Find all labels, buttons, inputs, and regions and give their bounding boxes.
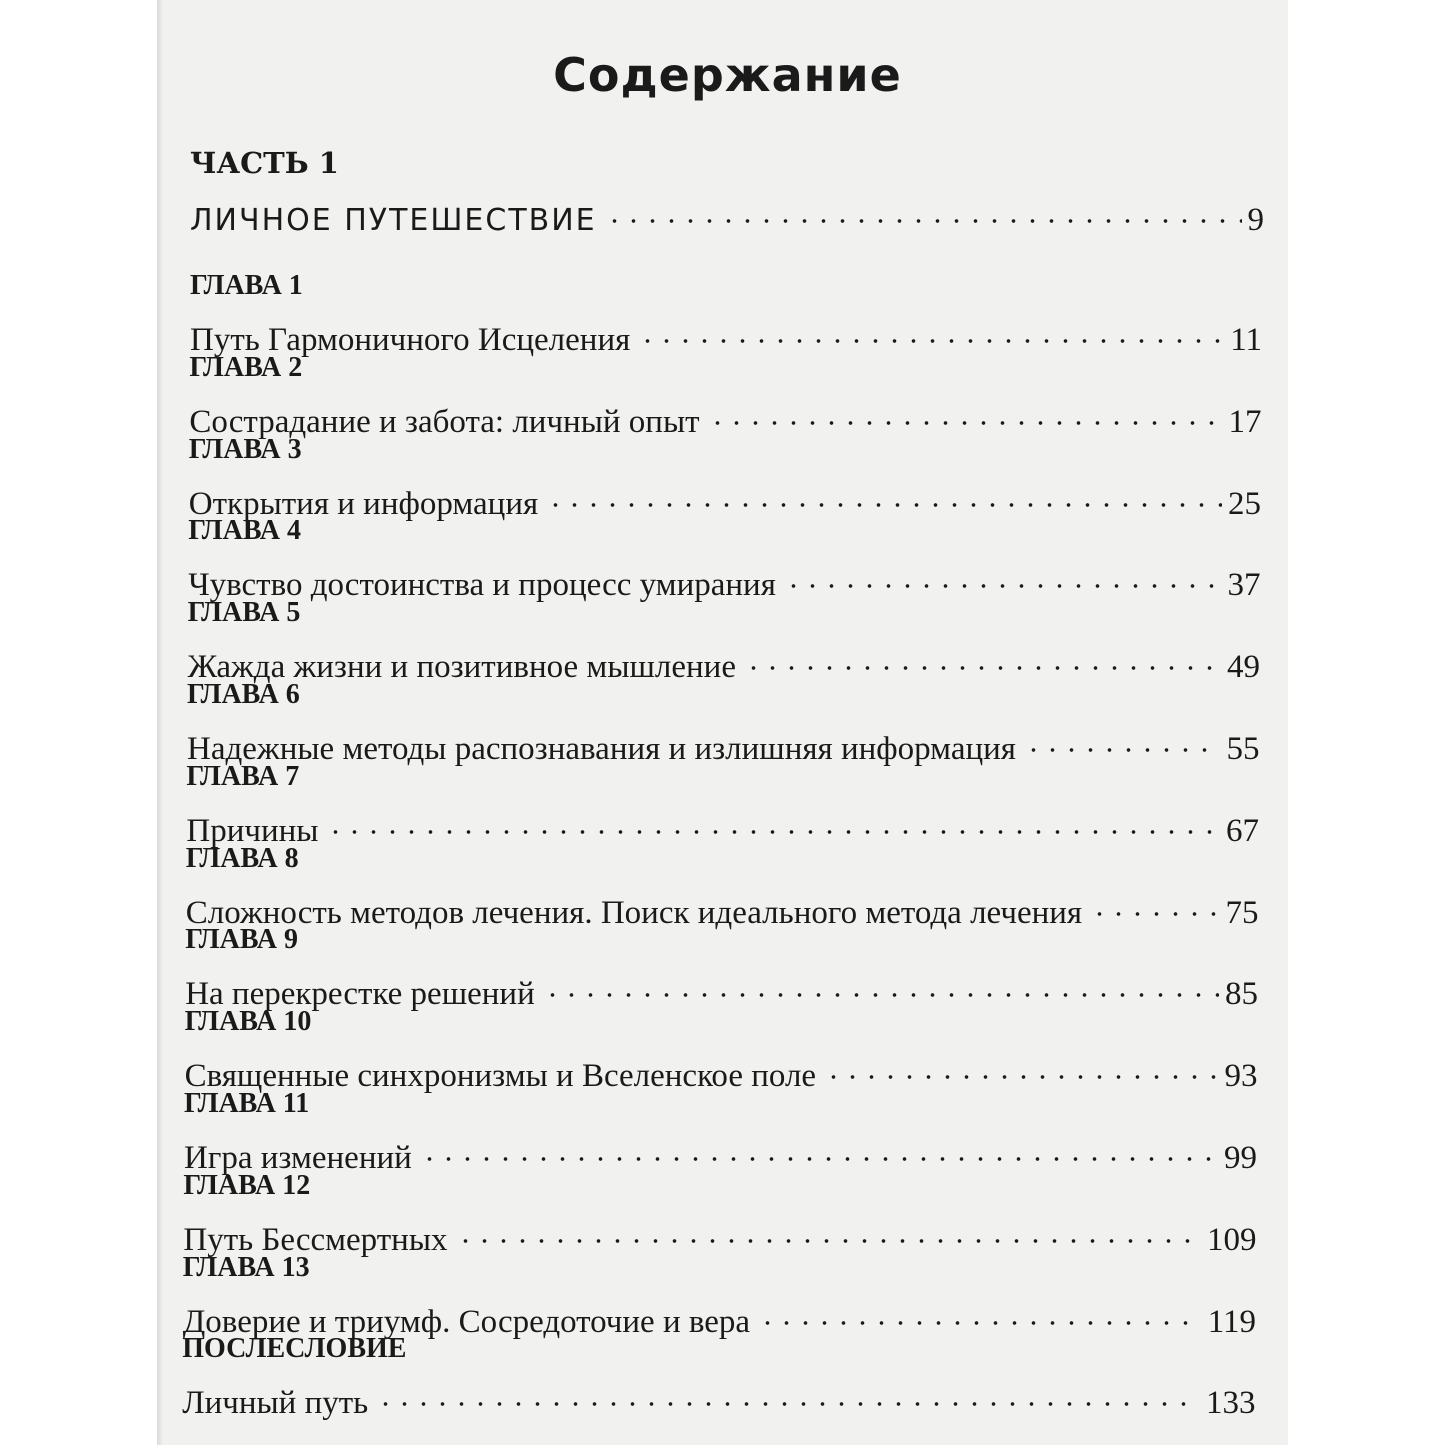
part-label: ЧАСТЬ 1 xyxy=(190,146,339,180)
chapter-title: Открытия и информация xyxy=(188,485,539,522)
chapter-label: ГЛАВА 9 xyxy=(185,924,298,956)
page-number: 99 xyxy=(1224,1140,1257,1176)
chapter-title: Личный путь xyxy=(182,1385,369,1422)
chapter-label: ГЛАВА 13 xyxy=(182,1251,310,1283)
dot-leader xyxy=(456,1206,1201,1250)
chapter-title: Надежные методы распознавания и излишняя информация xyxy=(187,731,1016,767)
chapter-label: ГЛАВА 1 xyxy=(190,270,303,301)
toc-entry xyxy=(184,1042,1258,1095)
page-number: 55 xyxy=(1226,731,1260,767)
chapter-title: Жажда жизни и позитивное мышление xyxy=(187,649,736,686)
dot-leader xyxy=(638,306,1224,350)
toc-entry xyxy=(189,388,1262,440)
chapter-title: Причины xyxy=(186,812,319,849)
toc-entry xyxy=(182,1288,1256,1340)
toc-entry xyxy=(190,306,1262,358)
chapter-label: ГЛАВА 5 xyxy=(187,597,301,629)
toc-entry xyxy=(187,633,1260,686)
chapter-title: Путь Гармоничного Исцеления xyxy=(190,322,631,358)
chapter-label: ГЛАВА 7 xyxy=(186,760,300,792)
page-number: 11 xyxy=(1230,322,1262,358)
toc-entry xyxy=(187,715,1260,767)
chapter-label: ГЛАВА 12 xyxy=(183,1169,311,1201)
dot-leader xyxy=(420,1124,1218,1168)
dot-leader xyxy=(1024,715,1221,759)
chapter-label: ГЛАВА 2 xyxy=(189,351,303,383)
chapter-label: ГЛАВА 10 xyxy=(184,1006,312,1038)
chapter-label: ПОСЛЕСЛОВИЕ xyxy=(182,1333,407,1365)
dot-leader xyxy=(744,633,1221,677)
dot-leader xyxy=(784,551,1222,595)
part-title: ЛИЧНОЕ ПУТЕШЕСТВИЕ xyxy=(190,203,597,238)
dot-leader xyxy=(326,797,1220,841)
dot-leader xyxy=(1090,879,1219,923)
dot-leader xyxy=(376,1369,1200,1413)
page-number: 49 xyxy=(1226,649,1260,686)
toc-entry xyxy=(182,1369,1256,1422)
page-number: 119 xyxy=(1207,1303,1256,1340)
chapter-label: ГЛАВА 8 xyxy=(185,842,299,874)
chapter-label: ГЛАВА 4 xyxy=(188,515,301,547)
toc-entry xyxy=(185,879,1259,931)
chapter-label: ГЛАВА 11 xyxy=(184,1088,310,1119)
chapter-title: Доверие и триумф. Сосредоточие и вера xyxy=(182,1303,751,1340)
chapter-title: Игра изменений xyxy=(184,1140,412,1176)
page-number: 37 xyxy=(1227,567,1261,604)
page-number: 67 xyxy=(1225,812,1259,849)
page-number: 85 xyxy=(1224,976,1258,1013)
chapter-title: Путь Бессмертных xyxy=(183,1221,448,1258)
toc-entry xyxy=(188,551,1261,604)
toc-entry xyxy=(185,960,1258,1013)
dot-leader xyxy=(708,388,1223,432)
chapter-title: Священные синхронизмы и Вселенское поле xyxy=(184,1058,817,1095)
dot-leader xyxy=(758,1288,1202,1332)
page-number: 133 xyxy=(1205,1385,1256,1422)
chapter-label: ГЛАВА 3 xyxy=(188,433,302,465)
page-number: 9 xyxy=(1247,202,1264,238)
chapter-label: ГЛАВА 6 xyxy=(187,679,300,710)
toc-entry xyxy=(186,797,1259,849)
page-number: 75 xyxy=(1225,894,1259,931)
dot-leader xyxy=(824,1042,1218,1086)
dot-leader xyxy=(605,186,1242,230)
dot-leader xyxy=(543,960,1219,1004)
chapter-title: На перекрестке решений xyxy=(185,976,535,1013)
page-number: 93 xyxy=(1224,1058,1258,1095)
toc-entry xyxy=(183,1206,1257,1258)
page-title: Содержание xyxy=(553,48,902,102)
toc-entry-part-1 xyxy=(190,186,1264,238)
toc-entry xyxy=(184,1124,1257,1176)
page-number: 17 xyxy=(1228,403,1262,440)
chapter-title: Сложность методов лечения. Поиск идеального метода лечения xyxy=(185,894,1083,931)
chapter-title: Чувство достоинства и процесс умирания xyxy=(188,567,776,604)
dot-leader xyxy=(546,470,1222,514)
page-number: 109 xyxy=(1206,1221,1257,1258)
chapter-title: Сострадание и забота: личный опыт xyxy=(189,403,700,440)
toc-entry xyxy=(188,470,1261,522)
page-number: 25 xyxy=(1227,485,1261,522)
